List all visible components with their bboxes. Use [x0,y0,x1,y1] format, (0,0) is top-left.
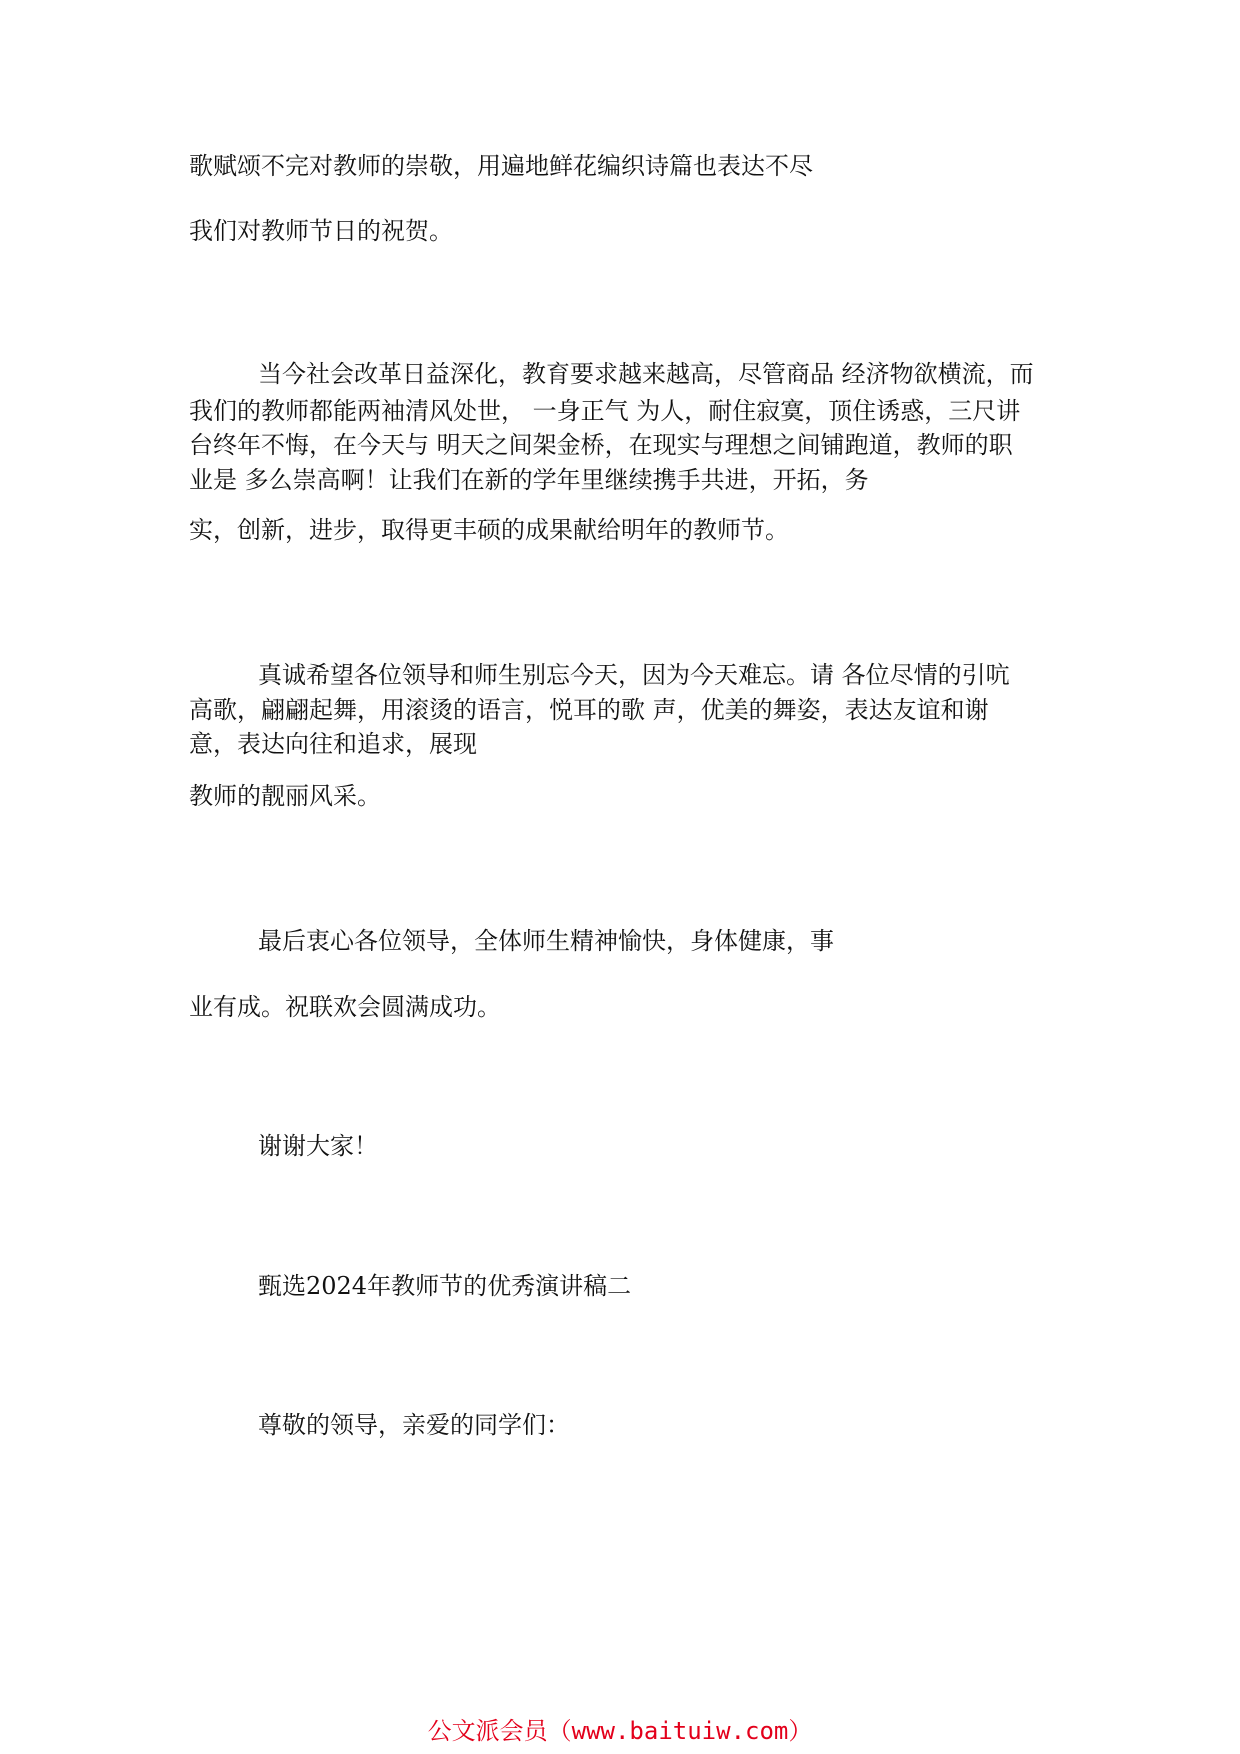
text-line: 业是 多么崇高啊！让我们在新的学年里继续携手共进，开拓，务 [189,466,869,494]
text-line: 歌赋颂不完对教师的崇敬，用遍地鲜花编织诗篇也表达不尽 [189,152,813,180]
footer-open-paren: （ [547,1717,572,1745]
text-line: 实，创新，进步，取得更丰硕的成果献给明年的教师节。 [189,516,789,544]
footer-close-paren: ） [788,1717,813,1745]
paragraph-first-line: 当今社会改革日益深化，教育要求越来越高，尽管商品 经济物欲横流，而 [258,360,1034,388]
footer-watermark [0,1716,1240,1746]
footer-brand: 公文派会员 [427,1717,548,1745]
footer-url[interactable]: www.baituiw.com [571,1717,789,1745]
section-heading: 甄选2024年教师节的优秀演讲稿二 [258,1272,632,1300]
text-line: 业有成。祝联欢会圆满成功。 [189,993,501,1021]
text-line: 高歌，翩翩起舞，用滚烫的语言，悦耳的歌 声，优美的舞姿，表达友谊和谢 [189,696,989,724]
paragraph-first-line: 真诚希望各位领导和师生别忘今天，因为今天难忘。请 各位尽情的引吭 [258,661,1010,689]
text-line: 我们对教师节日的祝贺。 [189,217,453,245]
text-line: 教师的靓丽风采。 [189,782,381,810]
closing-thanks: 谢谢大家！ [258,1132,378,1160]
text-line: 意，表达向往和追求，展现 [189,730,477,758]
paragraph-first-line: 最后衷心各位领导，全体师生精神愉快，身体健康，事 [258,927,834,955]
text-line: 我们的教师都能两袖清风处世， 一身正气 为人，耐住寂寞，顶住诱惑，三尺讲 [189,397,1021,425]
text-line: 台终年不悔，在今天与 明天之间架金桥，在现实与理想之间铺跑道，教师的职 [189,431,1013,459]
salutation: 尊敬的领导，亲爱的同学们： [258,1411,570,1439]
